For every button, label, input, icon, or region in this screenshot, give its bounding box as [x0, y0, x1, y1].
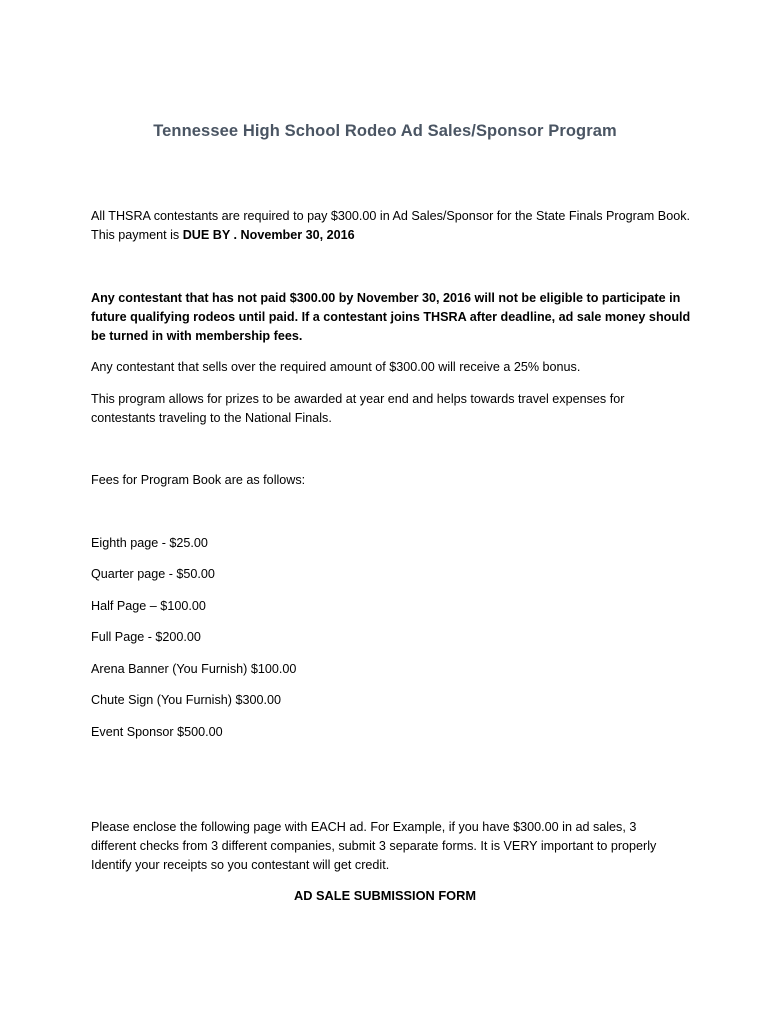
- fee-item-eighth-page: Eighth page - $25.00: [91, 536, 208, 550]
- fee-item-quarter-page: Quarter page - $50.00: [91, 567, 215, 581]
- fee-item-full-page: Full Page - $200.00: [91, 630, 201, 644]
- form-heading: AD SALE SUBMISSION FORM: [293, 888, 476, 903]
- fee-item-half-page: Half Page – $100.00: [91, 599, 206, 613]
- fee-item-chute-sign: Chute Sign (You Furnish) $300.00: [91, 693, 281, 707]
- intro-paragraph: [91, 207, 691, 245]
- intro-text: All THSRA contestants are required to pay $300.00 in Ad Sales/Sponsor for the State Finals Program Book. This payment is: [91, 209, 691, 242]
- due-date: DUE BY . November 30, 2016: [182, 228, 355, 242]
- bonus-paragraph: Any contestant that sells over the required amount of $300.00 will receive a 25% bonus.: [91, 360, 581, 374]
- fee-item-event-sponsor: Event Sponsor $500.00: [91, 725, 223, 739]
- enclose-note-paragraph: Please enclose the following page with EACH ad. For Example, if you have $300.00 in ad sales, 3 different checks from 3 different companies, submit 3 separate forms. It is VERY important to properly Identify your receipts so you contestant will get credit.: [91, 820, 657, 872]
- program-note-paragraph: This program allows for prizes to be awarded at year end and helps towards travel expenses for contestants traveling to the National Finals.: [91, 392, 625, 425]
- page-title: Tennessee High School Rodeo Ad Sales/Sponsor Program: [153, 122, 617, 140]
- fees-heading: Fees for Program Book are as follows:: [91, 473, 306, 487]
- warning-paragraph: Any contestant that has not paid $300.00 by November 30, 2016 will not be eligible to participate in future qualifying rodeos until paid. If a contestant joins THSRA after deadline, ad sale money should be turned in with membership fees.: [91, 291, 691, 343]
- fee-item-arena-banner: Arena Banner (You Furnish) $100.00: [91, 662, 297, 676]
